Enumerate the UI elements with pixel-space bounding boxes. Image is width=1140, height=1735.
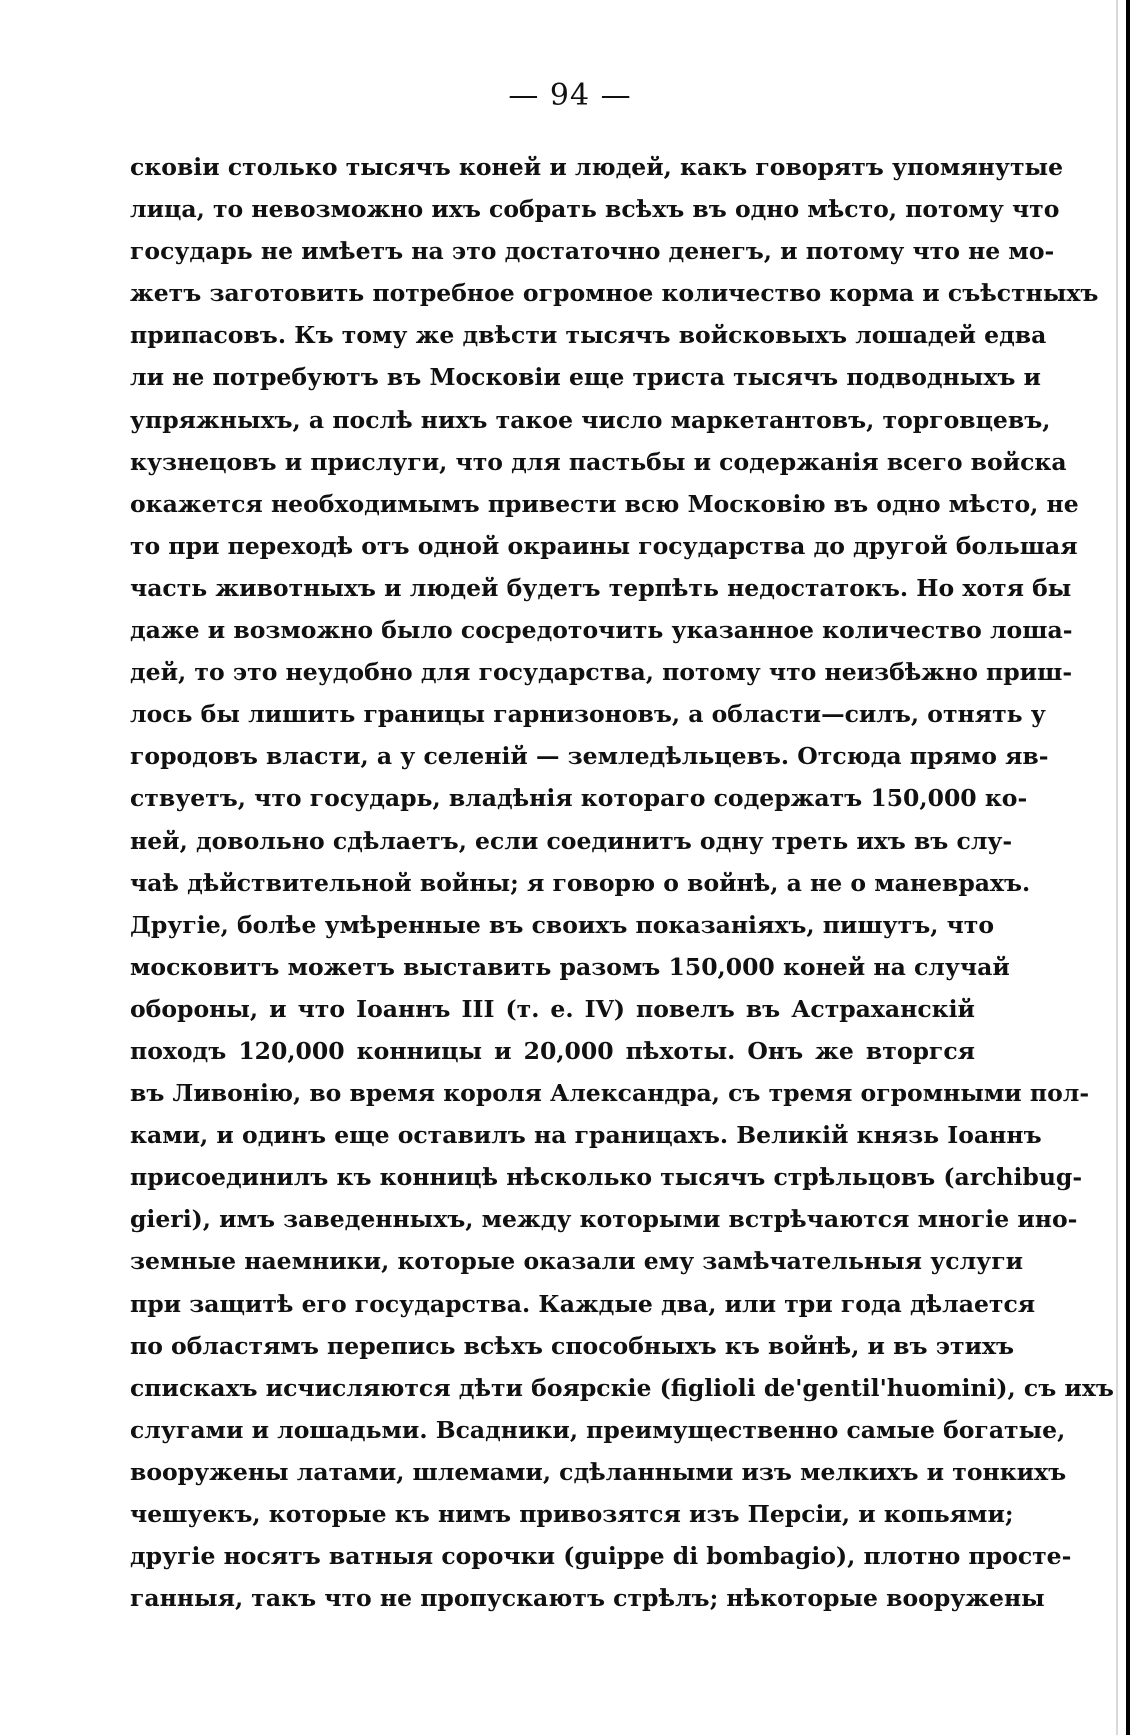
text-line: чаѣ дѣйствительной войны; я говорю о войнѣ, а не о маневрахъ. xyxy=(130,868,1031,897)
text-line: ствуетъ, что государь, владѣнія котораго содержатъ 150,000 ко- xyxy=(130,784,1028,813)
text-line: походъ 120,000 конницы и 20,000 пѣхоты. Онъ же вторгся xyxy=(130,1036,975,1065)
text-line: окажется необходимымъ привести всю Московію въ одно мѣсто, не xyxy=(130,489,1079,518)
text-line: по областямъ перепись всѣхъ способныхъ къ войнѣ, и въ этихъ xyxy=(130,1331,1015,1360)
text-line: спискахъ исчисляются дѣти боярскіе (figlioli de'gentil'huomini), съ ихъ xyxy=(130,1373,1114,1402)
text-line: то при переходѣ отъ одной окраины государства до другой большая xyxy=(130,531,1078,560)
text-line: ками, и одинъ еще оставилъ на границахъ. Великій князь Іоаннъ xyxy=(130,1121,1042,1150)
text-line: дей, то это неудобно для государства, потому что неизбѣжно приш- xyxy=(130,658,1073,687)
text-line: упряжныхъ, а послѣ нихъ такое число маркетантовъ, торговцевъ, xyxy=(130,405,1051,434)
text-line: при защитѣ его государства. Каждые два, или три года дѣлается xyxy=(130,1289,1036,1318)
text-line: московитъ можетъ выставить разомъ 150,000 коней на случай xyxy=(130,952,1010,981)
text-line: жетъ заготовить потребное огромное количество корма и съѣстныхъ xyxy=(130,279,1099,308)
text-line: чешуекъ, которые къ нимъ привозятся изъ Персіи, и копьями; xyxy=(130,1500,1014,1528)
text-line: лось бы лишить границы гарнизоновъ, а области—силъ, отнять у xyxy=(130,700,1046,729)
text-line: ли не потребуютъ въ Московіи еще триста тысячъ подводныхъ и xyxy=(130,363,1041,392)
text-line: кузнецовъ и прислуги, что для пастьбы и содержанія всего войска xyxy=(130,447,1067,476)
text-line: присоединилъ къ конницѣ нѣсколько тысячъ стрѣльцовъ (archibug- xyxy=(130,1163,1083,1192)
page-edge-shadow xyxy=(1116,0,1118,1735)
text-line: даже и возможно было сосредоточить указанное количество лоша- xyxy=(130,616,1073,645)
text-line: ней, довольно сдѣлаетъ, если соединитъ одну треть ихъ въ слу- xyxy=(130,826,1013,855)
text-line: другіе носятъ ватныя сорочки (guippe di bombagio), плотно простe- xyxy=(130,1542,1072,1571)
text-line: gieri), имъ заведенныхъ, между которыми встрѣчаются многіе ино- xyxy=(130,1205,1078,1234)
page-edge-binding xyxy=(1126,0,1130,1735)
text-line: слугами и лошадьми. Всадники, преимущественно самые богатые, xyxy=(130,1415,1066,1444)
body-text xyxy=(130,146,1114,1619)
text-line: въ Ливонію, во время короля Александра, съ тремя огромными пол- xyxy=(130,1079,1090,1108)
text-line: ганныя, такъ что не пропускаютъ стрѣлъ; нѣкоторые вооружены xyxy=(130,1584,1045,1613)
text-line: обороны, и что Іоаннъ III (т. е. IV) повелъ въ Астраханскій xyxy=(130,994,975,1023)
text-line: часть животныхъ и людей будетъ терпѣть недостатокъ. Но хотя бы xyxy=(130,573,1072,602)
text-line: земные наемники, которые оказали ему замѣчательныя услуги xyxy=(130,1247,1024,1276)
text-line: Другіе, болѣе умѣренные въ своихъ показаніяхъ, пишутъ, что xyxy=(130,910,995,939)
text-line: припасовъ. Къ тому же двѣсти тысячъ войсковыхъ лошадей едва xyxy=(130,321,1047,350)
text-line: государь не имѣетъ на это достаточно денегъ, и потому что не мо- xyxy=(130,237,1055,266)
text-line: городовъ власти, а у селеній — земледѣльцевъ. Отсюда прямо яв- xyxy=(130,742,1049,771)
text-line: сковіи столько тысячъ коней и людей, какъ говорятъ упомянутые xyxy=(130,153,1064,181)
page-number: — 94 — xyxy=(508,78,632,113)
text-line: вооружены латами, шлемами, сдѣланными изъ мелкихъ и тонкихъ xyxy=(130,1457,1067,1486)
text-line: лица, то невозможно ихъ собрать всѣхъ въ одно мѣсто, потому что xyxy=(130,195,1060,224)
